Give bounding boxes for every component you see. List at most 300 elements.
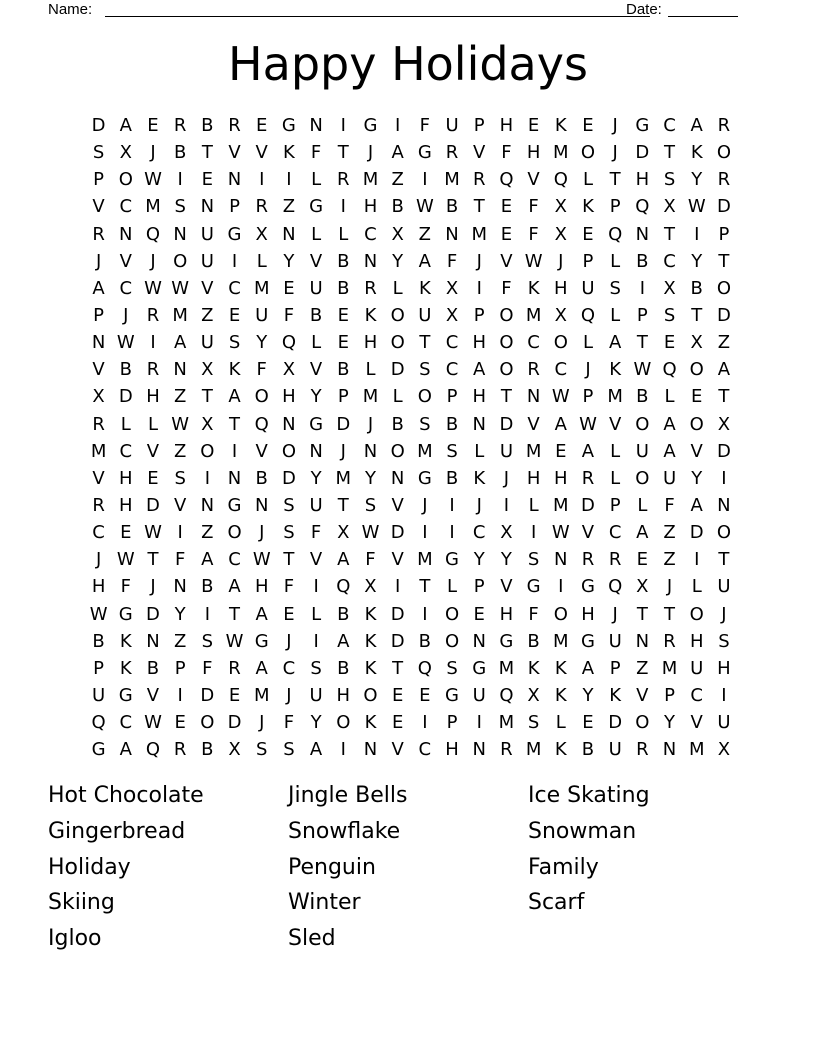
grid-letter: E: [283, 277, 295, 299]
grid-letter: A: [173, 332, 187, 354]
grid-letter: M: [607, 386, 623, 408]
grid-letter: P: [582, 250, 594, 272]
grid-row: [85, 546, 738, 573]
grid-letter: U: [200, 332, 214, 354]
grid-letter: W: [633, 359, 652, 381]
grid-letter: S: [174, 196, 186, 218]
grid-letter: H: [526, 142, 541, 164]
grid-letter: J: [612, 603, 618, 625]
grid-letter: Y: [691, 467, 703, 489]
grid-letter: G: [417, 142, 432, 164]
grid-letter: R: [608, 549, 622, 571]
grid-letter: D: [499, 413, 514, 435]
grid-letter: X: [527, 685, 540, 707]
grid-letter: B: [337, 359, 350, 381]
grid-letter: J: [259, 712, 265, 734]
grid-letter: I: [476, 277, 482, 299]
grid-letter: T: [201, 142, 213, 164]
grid-letter: H: [526, 467, 541, 489]
grid-letter: S: [419, 413, 431, 435]
grid-letter: H: [445, 739, 459, 761]
date-fill-in-line[interactable]: [668, 0, 738, 17]
grid-letter: N: [472, 739, 486, 761]
grid-row: [85, 438, 738, 465]
grid-letter: S: [256, 739, 268, 761]
grid-letter: O: [390, 332, 405, 354]
grid-letter: E: [256, 115, 268, 137]
grid-letter: W: [116, 549, 135, 571]
grid-letter: I: [476, 712, 482, 734]
grid-letter: U: [200, 250, 214, 272]
grid-letter: J: [259, 522, 265, 544]
grid-letter: M: [362, 386, 379, 408]
grid-letter: D: [146, 495, 160, 517]
grid-letter: H: [689, 630, 704, 652]
grid-letter: P: [664, 685, 675, 707]
grid-letter: I: [422, 169, 428, 191]
grid-letter: I: [340, 739, 346, 761]
grid-letter: X: [663, 277, 676, 299]
grid-letter: Y: [392, 250, 404, 272]
grid-letter: A: [255, 657, 268, 679]
grid-letter: L: [610, 250, 621, 272]
grid-letter: N: [717, 495, 731, 517]
grid-letter: B: [581, 739, 595, 761]
grid-letter: Y: [473, 549, 485, 571]
grid-letter: D: [689, 522, 704, 544]
grid-letter: U: [717, 576, 731, 598]
grid-letter: V: [309, 359, 323, 381]
grid-letter: E: [691, 386, 703, 408]
grid-letter: I: [177, 685, 183, 707]
grid-letter: S: [419, 359, 431, 381]
grid-row: [85, 736, 738, 763]
grid-letter: P: [174, 657, 186, 679]
grid-letter: A: [201, 549, 214, 571]
grid-letter: N: [119, 223, 133, 245]
grid-letter: F: [528, 196, 539, 218]
grid-letter: Z: [201, 522, 214, 544]
grid-letter: E: [147, 467, 159, 489]
grid-row: [85, 248, 738, 275]
grid-letter: I: [694, 549, 700, 571]
grid-letter: M: [90, 440, 107, 462]
grid-letter: V: [391, 495, 404, 517]
grid-letter: E: [120, 522, 132, 544]
grid-letter: O: [635, 413, 650, 435]
grid-letter: M: [145, 196, 161, 218]
grid-row: [85, 492, 738, 519]
grid-letter: H: [499, 115, 514, 137]
grid-letter: A: [663, 440, 676, 462]
grid-letter: B: [636, 386, 649, 408]
grid-letter: I: [340, 196, 346, 218]
grid-letter: E: [582, 223, 594, 245]
grid-letter: G: [91, 739, 106, 761]
grid-letter: C: [92, 522, 105, 544]
grid-letter: Z: [418, 223, 432, 245]
grid-letter: A: [717, 359, 731, 381]
grid-letter: U: [690, 657, 704, 679]
grid-letter: W: [144, 169, 162, 191]
date-label: Date:: [626, 1, 662, 18]
word-list-item: Snowman: [528, 819, 637, 845]
grid-letter: Y: [283, 250, 295, 272]
word-list-item: Ice Skating: [528, 783, 650, 809]
grid-letter: B: [337, 603, 350, 625]
grid-letter: M: [661, 657, 678, 679]
grid-letter: E: [147, 115, 159, 137]
grid-letter: C: [608, 522, 622, 544]
grid-letter: R: [92, 413, 105, 435]
grid-letter: W: [551, 522, 570, 544]
grid-letter: H: [119, 495, 133, 517]
grid-letter: D: [716, 196, 731, 218]
header-row: [48, 0, 768, 22]
grid-letter: Q: [635, 196, 650, 218]
grid-letter: M: [362, 169, 379, 191]
word-list-item: Jingle Bells: [288, 783, 408, 809]
grid-letter: O: [118, 169, 133, 191]
grid-letter: K: [418, 277, 431, 299]
grid-letter: S: [174, 467, 186, 489]
grid-letter: W: [361, 522, 380, 544]
grid-letter: V: [527, 413, 540, 435]
grid-letter: C: [119, 440, 133, 462]
grid-letter: Z: [173, 630, 187, 652]
grid-letter: O: [716, 522, 731, 544]
grid-letter: E: [473, 603, 485, 625]
grid-letter: W: [225, 630, 244, 652]
grid-letter: O: [499, 305, 514, 327]
grid-letter: C: [282, 657, 296, 679]
grid-letter: O: [281, 440, 296, 462]
grid-letter: X: [445, 305, 459, 327]
grid-letter: S: [201, 630, 214, 652]
grid-letter: T: [664, 603, 676, 625]
grid-letter: P: [337, 386, 349, 408]
grid-letter: V: [201, 277, 214, 299]
grid-letter: O: [200, 440, 215, 462]
grid-letter: W: [171, 277, 190, 299]
grid-letter: G: [281, 115, 296, 137]
grid-letter: A: [309, 739, 323, 761]
grid-letter: T: [636, 603, 648, 625]
grid-letter: V: [309, 250, 323, 272]
grid-letter: F: [446, 250, 458, 272]
grid-letter: H: [717, 657, 731, 679]
grid-letter: K: [364, 712, 377, 734]
grid-letter: V: [228, 142, 241, 164]
word-list-item: Sled: [288, 926, 336, 952]
grid-letter: T: [691, 305, 703, 327]
grid-letter: I: [177, 522, 183, 544]
name-fill-in-line[interactable]: [105, 0, 650, 17]
grid-letter: M: [553, 495, 569, 517]
grid-letter: A: [92, 277, 105, 299]
grid-letter: V: [473, 142, 486, 164]
grid-letter: B: [146, 657, 160, 679]
grid-letter: V: [92, 467, 105, 489]
grid-letter: N: [173, 359, 187, 381]
grid-letter: X: [201, 359, 214, 381]
grid-letter: T: [337, 142, 349, 164]
grid-letter: S: [283, 495, 295, 517]
grid-letter: W: [252, 549, 271, 571]
grid-letter: I: [313, 576, 319, 598]
grid-letter: F: [120, 576, 131, 598]
grid-letter: H: [282, 386, 296, 408]
grid-letter: D: [118, 386, 133, 408]
grid-letter: J: [558, 250, 564, 272]
grid-letter: V: [255, 440, 268, 462]
grid-letter: Y: [256, 332, 268, 354]
grid-letter: S: [663, 305, 676, 327]
grid-letter: H: [554, 277, 568, 299]
grid-letter: N: [227, 467, 242, 489]
grid-row: [85, 329, 738, 356]
grid-letter: F: [664, 495, 675, 517]
grid-letter: H: [554, 467, 568, 489]
grid-letter: F: [256, 359, 267, 381]
word-list-item: Skiing: [48, 890, 115, 916]
grid-letter: R: [445, 142, 459, 164]
grid-letter: L: [147, 413, 158, 435]
grid-letter: I: [422, 712, 428, 734]
grid-letter: H: [581, 603, 595, 625]
grid-letter: R: [717, 115, 731, 137]
grid-row: [85, 275, 738, 302]
grid-letter: B: [418, 630, 432, 652]
grid-letter: T: [473, 196, 485, 218]
grid-letter: H: [254, 576, 269, 598]
grid-letter: S: [527, 549, 540, 571]
grid-letter: V: [92, 196, 105, 218]
grid-letter: T: [201, 386, 213, 408]
grid-letter: K: [364, 657, 377, 679]
name-label: Name:: [48, 1, 93, 18]
grid-letter: L: [338, 223, 349, 245]
grid-letter: P: [93, 169, 105, 191]
grid-letter: V: [581, 522, 595, 544]
grid-letter: O: [635, 467, 650, 489]
grid-letter: K: [119, 630, 132, 652]
grid-letter: T: [609, 169, 621, 191]
grid-letter: A: [391, 142, 404, 164]
grid-letter: A: [119, 739, 132, 761]
grid-letter: K: [364, 630, 377, 652]
grid-letter: I: [204, 603, 210, 625]
grid-letter: J: [340, 440, 346, 462]
grid-letter: S: [283, 739, 295, 761]
grid-letter: M: [253, 277, 270, 299]
grid-letter: B: [255, 467, 268, 489]
grid-letter: F: [310, 522, 322, 544]
grid-letter: I: [231, 250, 238, 272]
grid-letter: Q: [145, 739, 161, 761]
grid-letter: I: [422, 522, 428, 544]
grid-letter: K: [609, 359, 622, 381]
grid-letter: O: [444, 630, 460, 652]
grid-letter: I: [721, 685, 727, 707]
grid-letter: O: [200, 712, 215, 734]
grid-letter: V: [500, 576, 513, 598]
grid-letter: F: [283, 712, 295, 734]
grid-letter: Y: [310, 712, 322, 734]
grid-letter: R: [228, 115, 241, 137]
grid-letter: T: [718, 549, 730, 571]
page-title: Happy Holidays: [228, 37, 588, 91]
grid-letter: C: [527, 332, 540, 354]
grid-letter: O: [553, 603, 568, 625]
grid-letter: K: [364, 305, 377, 327]
word-search-grid: [85, 112, 738, 763]
word-list-item: Family: [528, 854, 599, 880]
grid-letter: C: [364, 223, 377, 245]
grid-letter: T: [419, 332, 431, 354]
grid-letter: L: [582, 332, 593, 354]
grid-letter: K: [283, 142, 295, 164]
grid-letter: W: [89, 603, 108, 625]
grid-letter: M: [172, 305, 188, 327]
grid-letter: F: [310, 142, 322, 164]
grid-letter: K: [609, 685, 622, 707]
grid-letter: J: [150, 142, 156, 164]
grid-letter: M: [688, 739, 705, 761]
grid-letter: P: [446, 712, 458, 734]
grid-letter: I: [340, 115, 346, 137]
grid-letter: R: [636, 739, 649, 761]
grid-letter: X: [717, 413, 731, 435]
grid-letter: X: [500, 522, 513, 544]
grid-letter: Y: [310, 386, 322, 408]
grid-row: [85, 573, 738, 600]
grid-letter: A: [581, 440, 595, 462]
grid-letter: H: [499, 603, 514, 625]
grid-letter: L: [392, 277, 403, 299]
grid-letter: H: [472, 386, 486, 408]
grid-letter: N: [309, 115, 323, 137]
grid-letter: X: [663, 196, 676, 218]
grid-letter: S: [718, 630, 730, 652]
grid-letter: G: [118, 685, 133, 707]
grid-letter: C: [228, 277, 241, 299]
grid-letter: O: [635, 712, 650, 734]
grid-letter: E: [174, 712, 186, 734]
grid-letter: E: [283, 603, 295, 625]
grid-letter: P: [582, 386, 594, 408]
grid-letter: E: [582, 115, 594, 137]
grid-letter: G: [309, 413, 324, 435]
grid-letter: Y: [582, 685, 594, 707]
grid-letter: N: [390, 467, 405, 489]
word-list-item: Scarf: [528, 890, 585, 916]
grid-letter: B: [445, 467, 459, 489]
grid-letter: N: [282, 413, 296, 435]
grid-letter: O: [227, 522, 242, 544]
grid-letter: R: [173, 739, 187, 761]
grid-row: [85, 682, 738, 709]
grid-letter: E: [555, 440, 567, 462]
grid-letter: A: [663, 413, 676, 435]
grid-letter: J: [286, 685, 292, 707]
word-list-item: Holiday: [48, 854, 131, 880]
grid-letter: N: [146, 630, 160, 652]
grid-letter: Z: [391, 169, 404, 191]
grid-letter: G: [309, 196, 324, 218]
grid-letter: P: [636, 305, 648, 327]
grid-letter: J: [721, 603, 727, 625]
grid-letter: R: [337, 169, 350, 191]
grid-letter: N: [662, 739, 677, 761]
grid-letter: E: [663, 332, 676, 354]
grid-letter: H: [91, 576, 106, 598]
grid-letter: U: [92, 685, 106, 707]
grid-letter: U: [445, 115, 459, 137]
grid-letter: I: [286, 169, 292, 191]
grid-letter: G: [417, 467, 432, 489]
grid-letter: N: [200, 196, 215, 218]
grid-letter: D: [390, 603, 405, 625]
grid-row: [85, 166, 738, 193]
grid-letter: E: [201, 169, 214, 191]
grid-letter: I: [530, 522, 537, 544]
word-list-column-3: [528, 778, 650, 921]
grid-letter: R: [255, 196, 268, 218]
grid-letter: R: [364, 277, 377, 299]
grid-letter: J: [367, 413, 374, 435]
grid-letter: A: [690, 495, 703, 517]
grid-letter: M: [525, 305, 542, 327]
grid-letter: R: [472, 169, 486, 191]
word-list-item: Gingerbread: [48, 819, 186, 845]
grid-row: [85, 709, 738, 736]
grid-letter: Q: [553, 169, 568, 191]
grid-letter: X: [554, 305, 567, 327]
grid-letter: Q: [499, 685, 514, 707]
word-list-item: Penguin: [288, 854, 376, 880]
grid-letter: F: [501, 142, 512, 164]
grid-letter: P: [473, 576, 485, 598]
grid-letter: B: [201, 576, 214, 598]
grid-letter: J: [476, 250, 482, 272]
grid-letter: M: [498, 657, 515, 679]
grid-letter: M: [335, 467, 352, 489]
grid-letter: D: [336, 413, 351, 435]
grid-letter: V: [173, 495, 187, 517]
grid-letter: C: [690, 685, 703, 707]
grid-letter: F: [528, 603, 539, 625]
grid-letter: L: [392, 386, 403, 408]
grid-letter: J: [150, 576, 156, 598]
grid-letter: V: [309, 549, 323, 571]
grid-letter: Y: [691, 169, 703, 191]
grid-row: [85, 628, 738, 655]
grid-letter: B: [337, 250, 350, 272]
grid-letter: L: [365, 359, 376, 381]
grid-letter: A: [418, 250, 431, 272]
grid-letter: E: [337, 305, 349, 327]
grid-letter: Z: [636, 657, 649, 679]
grid-letter: K: [364, 603, 377, 625]
grid-letter: C: [663, 250, 676, 272]
grid-letter: D: [581, 495, 595, 517]
grid-letter: G: [635, 115, 650, 137]
grid-letter: P: [718, 223, 730, 245]
grid-letter: P: [229, 196, 240, 218]
grid-letter: K: [554, 685, 567, 707]
grid-letter: Q: [281, 332, 296, 354]
